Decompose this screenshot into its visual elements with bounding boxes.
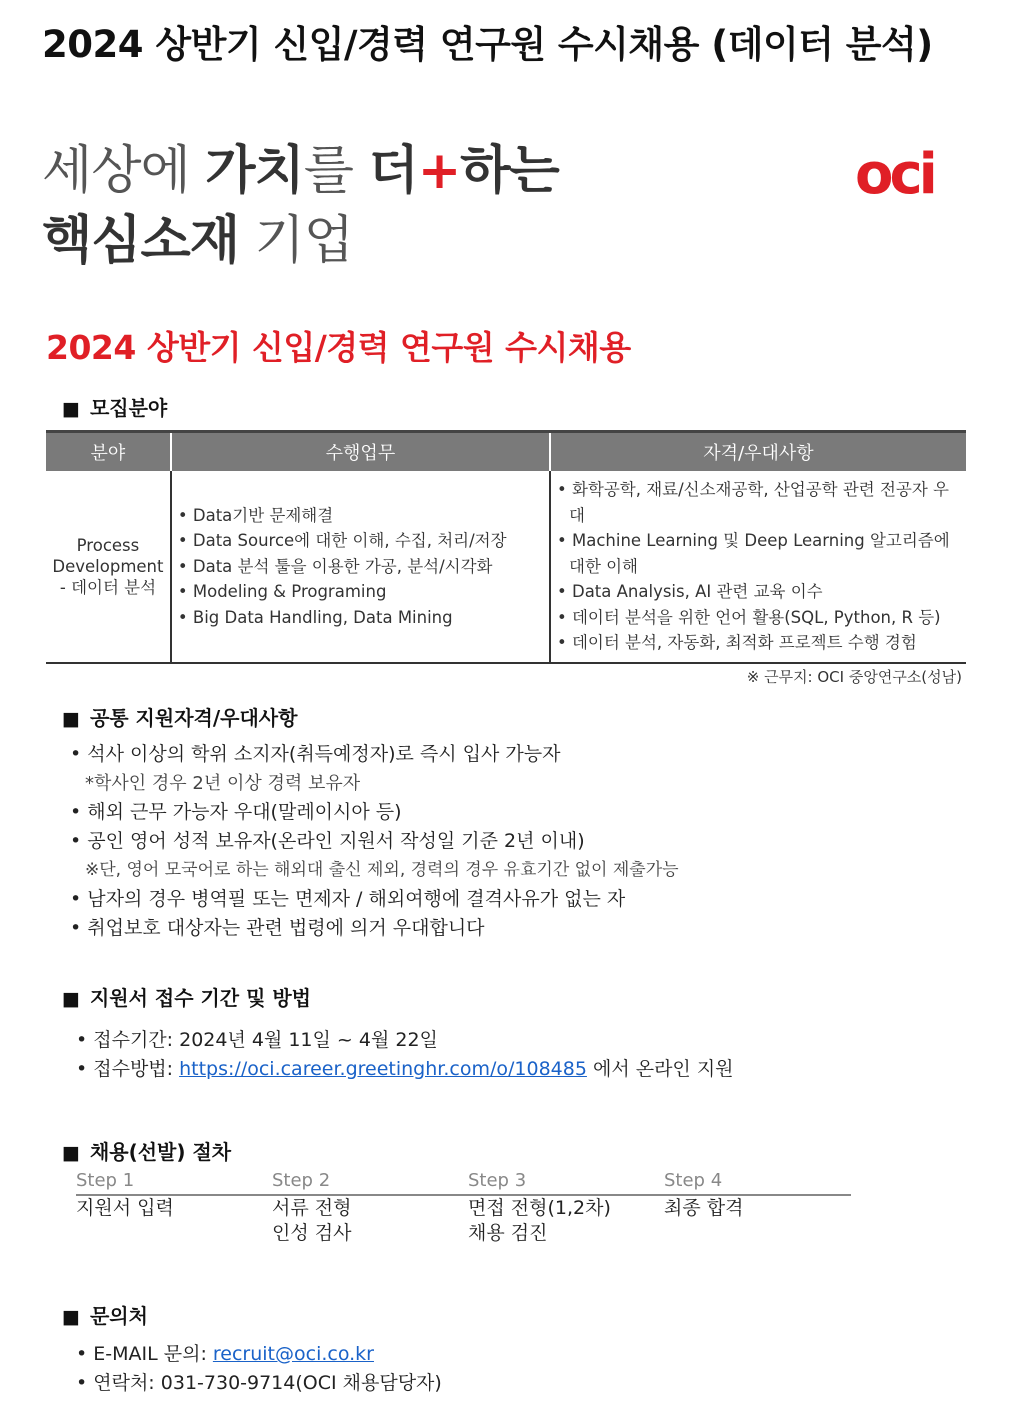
header-field: 분야 [46,432,171,472]
list-sub-item: *학사인 경우 2년 이상 경력 보유자 [85,773,361,794]
section-title-apply: ■ 지원서 접수 기간 및 방법 [62,982,311,1011]
list-item: • 데이터 분석, 자동화, 최적화 프로젝트 수행 경험 [557,630,962,656]
apply-method: • 접수방법: https://oci.career.greetinghr.com/o/108485 에서 온라인 지원 [76,1055,734,1084]
common-list [70,740,679,943]
apply-list [76,1026,734,1084]
list-item: • Data Analysis, AI 관련 교육 이수 [557,579,962,605]
list-item: • Machine Learning 및 Deep Learning 알고리즘에 대한 이해 [557,528,962,579]
process-steps [76,1170,851,1250]
list-item: • 공인 영어 성적 보유자(온라인 지원서 작성일 기준 2년 이내) [70,827,679,856]
step-4: Step 4 최종 합격 [664,1170,744,1219]
slogan-line-1: 세상에 가치를 더+하는 [42,141,559,201]
header-duties: 수행업무 [171,432,550,472]
section-title-contact: ■ 문의처 [62,1300,148,1329]
step-2: Step 2 서류 전형 인성 검사 [272,1170,352,1244]
step-1: Step 1 지원서 입력 [76,1170,174,1219]
quals-cell [550,471,966,663]
section-title-process: ■ 채용(선발) 절차 [62,1136,231,1165]
list-item: • 데이터 분석을 위한 언어 활용(SQL, Python, R 등) [557,605,962,631]
list-item: • 해외 근무 가능자 우대(말레이시아 등) [70,798,679,827]
list-item: • Data 분석 툴을 이용한 가공, 분석/시각화 [178,554,543,580]
section-title-recruit: ■ 모집분야 [62,392,167,421]
oci-logo: oci [855,142,934,207]
work-location-note: ※ 근무지: OCI 중앙연구소(성남) [746,668,962,686]
recruit-table [46,430,966,664]
list-item: • 남자의 경우 병역필 또는 면제자 / 해외여행에 결격사유가 없는 자 [70,885,679,914]
recruit-heading: 2024 상반기 신입/경력 연구원 수시채용 [46,328,631,367]
list-item: • Data Source에 대한 이해, 수집, 처리/저장 [178,528,543,554]
email-link[interactable]: recruit@oci.co.kr [212,1343,374,1365]
page-title: 2024 상반기 신입/경력 연구원 수시채용 (데이터 분석) [42,23,933,66]
step-3: Step 3 면접 전형(1,2차) 채용 검진 [468,1170,611,1244]
list-item: • 취업보호 대상자는 관련 법령에 의거 우대합니다 [70,914,679,943]
duties-cell [171,471,550,663]
list-item: • Modeling & Programing [178,579,543,605]
apply-period: • 접수기간: 2024년 4월 11일 ~ 4월 22일 [76,1026,734,1055]
slogan [42,136,559,276]
header-quals: 자격/우대사항 [550,432,966,472]
field-cell: Process Development - 데이터 분석 [46,471,171,663]
list-sub-item: ※단, 영어 모국어로 하는 해외대 출신 제외, 경력의 경우 유효기간 없이 제출가능 [85,860,679,880]
contact-phone: • 연락처: 031-730-9714(OCI 채용담당자) [76,1369,442,1398]
list-item: • 화학공학, 재료/신소재공학, 산업공학 관련 전공자 우대 [557,477,962,528]
apply-link[interactable]: https://oci.career.greetinghr.com/o/108485 [179,1058,587,1080]
table-row [46,471,966,663]
list-item: • Data기반 문제해결 [178,503,543,529]
list-item: • Big Data Handling, Data Mining [178,605,543,631]
contact-list [76,1340,442,1398]
section-title-common: ■ 공통 지원자격/우대사항 [62,702,297,731]
slogan-line-2: 핵심소재 기업 [42,211,353,271]
contact-email: • E-MAIL 문의: recruit@oci.co.kr [76,1340,442,1369]
list-item: • 석사 이상의 학위 소지자(취득예정자)로 즉시 입사 가능자 [70,740,679,769]
